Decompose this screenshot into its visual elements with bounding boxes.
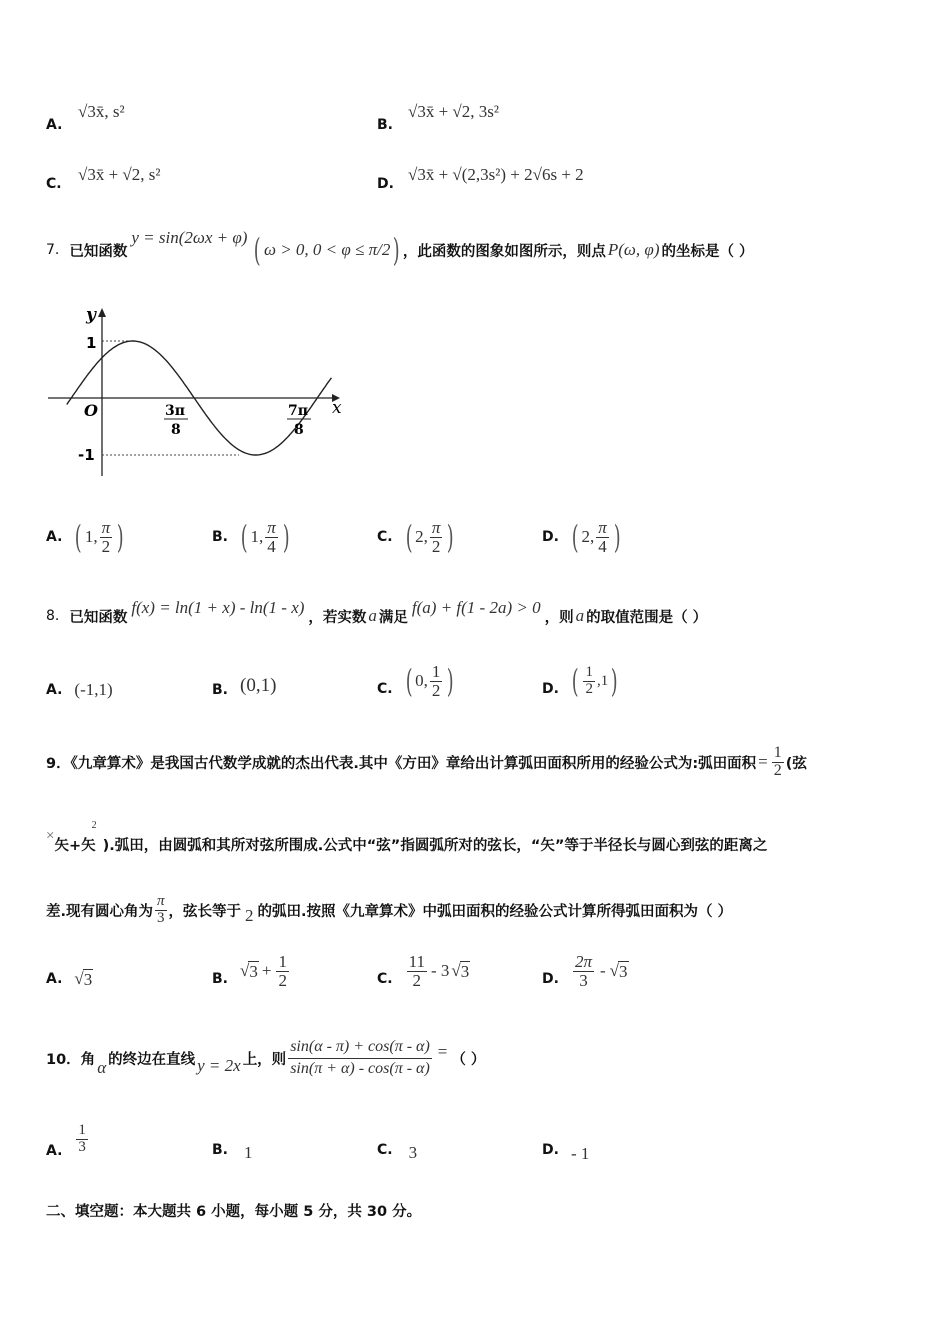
q9-c-sqrt: √ 3 bbox=[451, 960, 470, 981]
q9-c-num: 11 bbox=[408, 951, 425, 971]
q7-a-num: π bbox=[101, 517, 111, 537]
q9-text-3c: 的弧田.按照《九章算术》中弧田面积的经验公式计算所得弧田面积为（ ） bbox=[257, 903, 733, 920]
q7-condition: ω > 0, 0 < φ ≤ π/2 bbox=[263, 240, 391, 259]
q10-option-b bbox=[212, 1140, 253, 1160]
q9-line-2 bbox=[46, 815, 767, 855]
q10-a-den: 3 bbox=[78, 1138, 86, 1155]
q7-option-d bbox=[542, 512, 623, 562]
q8-stem-text-5: 的取值范围是（ ） bbox=[586, 609, 708, 626]
x-tick-3pi-8-den: 8 bbox=[171, 422, 181, 438]
q7-b-num: π bbox=[267, 517, 276, 537]
q9-option-b-label: B. bbox=[212, 971, 228, 987]
q9-option-a bbox=[46, 946, 93, 996]
x-tick-3pi-8-num: 3π bbox=[165, 403, 185, 419]
q10-line: y = 2x bbox=[197, 1056, 241, 1075]
q8-c-pre: 0, bbox=[415, 671, 428, 690]
q8-option-a-label: A. bbox=[46, 682, 63, 698]
q9-half-den: 2 bbox=[773, 761, 782, 779]
q9-b-num: 1 bbox=[278, 951, 287, 971]
q8-option-b bbox=[212, 670, 276, 710]
y-axis-arrow bbox=[98, 308, 106, 317]
q9-c-fraction bbox=[407, 953, 427, 990]
q10-text-3: 上，则 bbox=[242, 1051, 287, 1068]
origin-label: O bbox=[84, 401, 98, 420]
q7-cond-lparen: ( bbox=[254, 231, 262, 269]
q10-text-1: 10．角 bbox=[46, 1051, 96, 1068]
x-tick-7pi-8-num: 7π bbox=[288, 403, 308, 419]
q8-option-b-label: B. bbox=[212, 682, 228, 698]
q9-b-rad: 3 bbox=[249, 961, 258, 981]
q10-stem bbox=[46, 1030, 485, 1086]
q7-point: P(ω, φ) bbox=[607, 240, 660, 259]
q7-number: 7. bbox=[46, 242, 60, 258]
q8-c-lparen: ( bbox=[405, 662, 413, 700]
q6-option-d-label: D. bbox=[377, 176, 394, 192]
q10-option-a bbox=[46, 1114, 90, 1164]
q9-a-rad: 3 bbox=[83, 969, 93, 989]
q9-half bbox=[772, 745, 784, 780]
q9-text-3b: ，弦长等于 bbox=[168, 903, 242, 920]
q9-text-1: 9．《九章算术》是我国古代数学成就的杰出代表.其中《方田》章给出计算弧田面积所用的经验公式为:弧田面积 bbox=[46, 755, 757, 772]
q7-b-fraction bbox=[265, 519, 278, 556]
q7-d-first: 2, bbox=[581, 527, 595, 546]
q10-a-fraction bbox=[76, 1123, 88, 1156]
q6-option-b-expr: √3x̄ + √2, 3s² bbox=[408, 102, 499, 121]
q8-option-a bbox=[46, 670, 113, 710]
q7-sine-graph bbox=[46, 298, 356, 488]
q9-angle-num: π bbox=[157, 892, 165, 909]
q7-b-lparen: ( bbox=[240, 518, 248, 556]
q8-d-num: 1 bbox=[585, 663, 593, 680]
q8-d-rparen: ) bbox=[610, 662, 618, 700]
q7-function: y = sin(2ωx + φ) bbox=[131, 228, 248, 247]
q7-c-lparen: ( bbox=[405, 518, 413, 556]
q7-c-fraction bbox=[430, 519, 443, 556]
q7-c-den: 2 bbox=[431, 536, 441, 556]
q8-option-d-label: D. bbox=[542, 681, 559, 697]
q10-text-4: （ ） bbox=[451, 1051, 486, 1068]
q8-stem-text-4: ，则 bbox=[544, 609, 574, 626]
q9-angle bbox=[155, 894, 167, 927]
q7-stem-text-2: ，此函数的图象如图所示，则点 bbox=[402, 243, 606, 260]
q8-d-post: ,1 bbox=[596, 672, 609, 689]
q8-stem bbox=[46, 596, 707, 636]
q8-number: 8. bbox=[46, 608, 60, 624]
q6-option-d-expr: √3x̄ + √(2,3s²) + 2√6s + 2 bbox=[408, 165, 584, 184]
q7-option-b-label: B. bbox=[212, 529, 228, 545]
q7-c-first: 2, bbox=[415, 527, 428, 546]
q9-half-num: 1 bbox=[773, 743, 782, 761]
q8-d-fraction bbox=[583, 665, 595, 698]
q7-d-lparen: ( bbox=[571, 518, 579, 556]
q7-option-c bbox=[377, 512, 457, 562]
q6-option-b-label: B. bbox=[377, 117, 393, 133]
q8-c-num: 1 bbox=[431, 661, 441, 681]
q9-d-sqrt: √ 3 bbox=[609, 960, 628, 981]
q7-a-rparen: ) bbox=[116, 518, 124, 556]
q6-option-a-label: A. bbox=[46, 117, 63, 133]
q8-stem-text-3: 满足 bbox=[378, 609, 408, 626]
q9-option-d bbox=[542, 946, 629, 996]
q7-a-first: 1, bbox=[84, 527, 98, 546]
q8-var-a-2: a bbox=[575, 606, 585, 625]
q10-option-b-label: B. bbox=[212, 1142, 228, 1158]
q8-var-a: a bbox=[368, 606, 377, 625]
q10-b-value: 1 bbox=[244, 1143, 253, 1162]
q9-text-3a: 差.现有圆心角为 bbox=[46, 903, 154, 920]
q7-option-a-label: A. bbox=[46, 529, 63, 545]
q8-option-a-expr: (-1,1) bbox=[74, 680, 113, 699]
q7-d-num: π bbox=[598, 517, 607, 537]
q9-paren-open: (弦 bbox=[785, 755, 807, 772]
q8-d-den: 2 bbox=[585, 680, 593, 697]
q9-d-den: 3 bbox=[579, 970, 588, 990]
q9-angle-den: 3 bbox=[157, 909, 165, 926]
q8-d-lparen: ( bbox=[571, 662, 579, 700]
y-tick-1: 1 bbox=[86, 334, 97, 352]
q8-c-fraction bbox=[430, 663, 443, 700]
q10-option-d-label: D. bbox=[542, 1142, 559, 1158]
q9-option-d-label: D. bbox=[542, 971, 559, 987]
q9-text-2a: 矢+矢 bbox=[54, 838, 96, 854]
q8-stem-text-2: ，若实数 bbox=[308, 609, 367, 626]
q10-a-num: 1 bbox=[78, 1121, 86, 1138]
q8-option-c bbox=[377, 656, 457, 706]
q10-den: sin(π + α) - cos(π - α) bbox=[290, 1059, 430, 1077]
q7-d-fraction bbox=[596, 519, 609, 556]
q7-a-fraction bbox=[100, 519, 113, 556]
q9-c-rad: 3 bbox=[460, 961, 470, 981]
q7-d-rparen: ) bbox=[613, 518, 621, 556]
q7-stem bbox=[46, 225, 754, 275]
y-axis-label: y bbox=[86, 305, 96, 325]
q8-c-den: 2 bbox=[431, 680, 441, 700]
q7-option-b bbox=[212, 512, 292, 562]
q9-b-plus: + bbox=[261, 961, 272, 980]
q7-option-d-label: D. bbox=[542, 529, 559, 545]
q8-option-d bbox=[542, 656, 621, 706]
q6-option-c-label: C. bbox=[46, 176, 62, 192]
q7-cond-rparen: ) bbox=[393, 231, 401, 269]
q9-square: 2 bbox=[91, 820, 97, 831]
q9-option-a-label: A. bbox=[46, 971, 63, 987]
y-tick-minus-1: -1 bbox=[78, 446, 95, 464]
q9-a-sqrt: √ 3 bbox=[74, 968, 93, 989]
q10-alpha: α bbox=[97, 1058, 107, 1077]
x-axis-label: x bbox=[332, 398, 342, 418]
q8-option-c-label: C. bbox=[377, 681, 393, 697]
q7-stem-text-3: 的坐标是（ ） bbox=[661, 243, 754, 260]
q9-d-rad: 3 bbox=[619, 961, 628, 981]
q8-function: f(x) = ln(1 + x) - ln(1 - x) bbox=[131, 598, 305, 617]
q10-d-value: - 1 bbox=[570, 1144, 590, 1163]
q9-chord: 2 bbox=[245, 906, 254, 925]
q9-option-b bbox=[212, 946, 291, 996]
q7-c-num: π bbox=[431, 517, 441, 537]
q9-text-2b: ).弧田，由圆弧和其所对弦所围成.公式中“弦”指圆弧所对的弦长，“矢”等于半径长与圆心到弦的距离之 bbox=[102, 838, 768, 854]
q7-stem-text: 已知函数 bbox=[69, 243, 128, 260]
q9-c-den: 2 bbox=[412, 970, 422, 990]
q8-c-rparen: ) bbox=[447, 662, 455, 700]
q7-a-lparen: ( bbox=[75, 518, 83, 556]
q9-line-3 bbox=[46, 888, 732, 932]
q10-option-d bbox=[542, 1140, 590, 1163]
q10-fraction bbox=[288, 1039, 432, 1078]
q7-c-rparen: ) bbox=[447, 518, 455, 556]
q10-num: sin(α - π) + cos(π - α) bbox=[288, 1039, 432, 1059]
q9-c-minus: - 3 bbox=[430, 961, 450, 980]
q9-b-den: 2 bbox=[278, 970, 287, 990]
q6-option-a-expr: √3x̄, s² bbox=[78, 102, 125, 121]
q9-times: × bbox=[46, 828, 55, 844]
x-tick-7pi-8-den: 8 bbox=[294, 422, 304, 438]
q9-b-fraction bbox=[276, 953, 289, 990]
q10-c-value: 3 bbox=[408, 1143, 418, 1162]
q10-option-a-label: A. bbox=[46, 1143, 63, 1159]
q10-text-2: 的终边在直线 bbox=[108, 1051, 196, 1068]
section-2-heading: 二、填空题：本大题共 6 小题，每小题 5 分，共 30 分。 bbox=[46, 1204, 422, 1220]
q9-d-minus: - bbox=[599, 961, 606, 980]
q7-b-first: 1, bbox=[250, 527, 264, 546]
q9-line-1 bbox=[46, 740, 807, 784]
q9-d-fraction bbox=[573, 953, 594, 990]
q9-equals: = bbox=[758, 752, 768, 771]
q7-b-den: 4 bbox=[267, 536, 276, 556]
q7-d-den: 4 bbox=[598, 536, 607, 556]
q9-option-c bbox=[377, 946, 470, 996]
q6-option-c-expr: √3x̄ + √2, s² bbox=[78, 165, 161, 184]
q7-b-rparen: ) bbox=[282, 518, 290, 556]
q10-option-c bbox=[377, 1140, 417, 1160]
q7-a-den: 2 bbox=[101, 536, 111, 556]
q8-option-b-expr: (0,1) bbox=[240, 675, 277, 696]
q7-option-a bbox=[46, 512, 127, 562]
q9-d-num: 2π bbox=[574, 951, 592, 971]
q10-option-c-label: C. bbox=[377, 1142, 393, 1158]
q9-option-c-label: C. bbox=[377, 971, 393, 987]
q8-inequality: f(a) + f(1 - 2a) > 0 bbox=[411, 598, 541, 617]
q7-option-c-label: C. bbox=[377, 529, 393, 545]
q9-b-sqrt: √ 3 bbox=[240, 960, 258, 981]
q8-stem-text: 已知函数 bbox=[69, 609, 128, 626]
q10-equals: = bbox=[437, 1042, 448, 1061]
